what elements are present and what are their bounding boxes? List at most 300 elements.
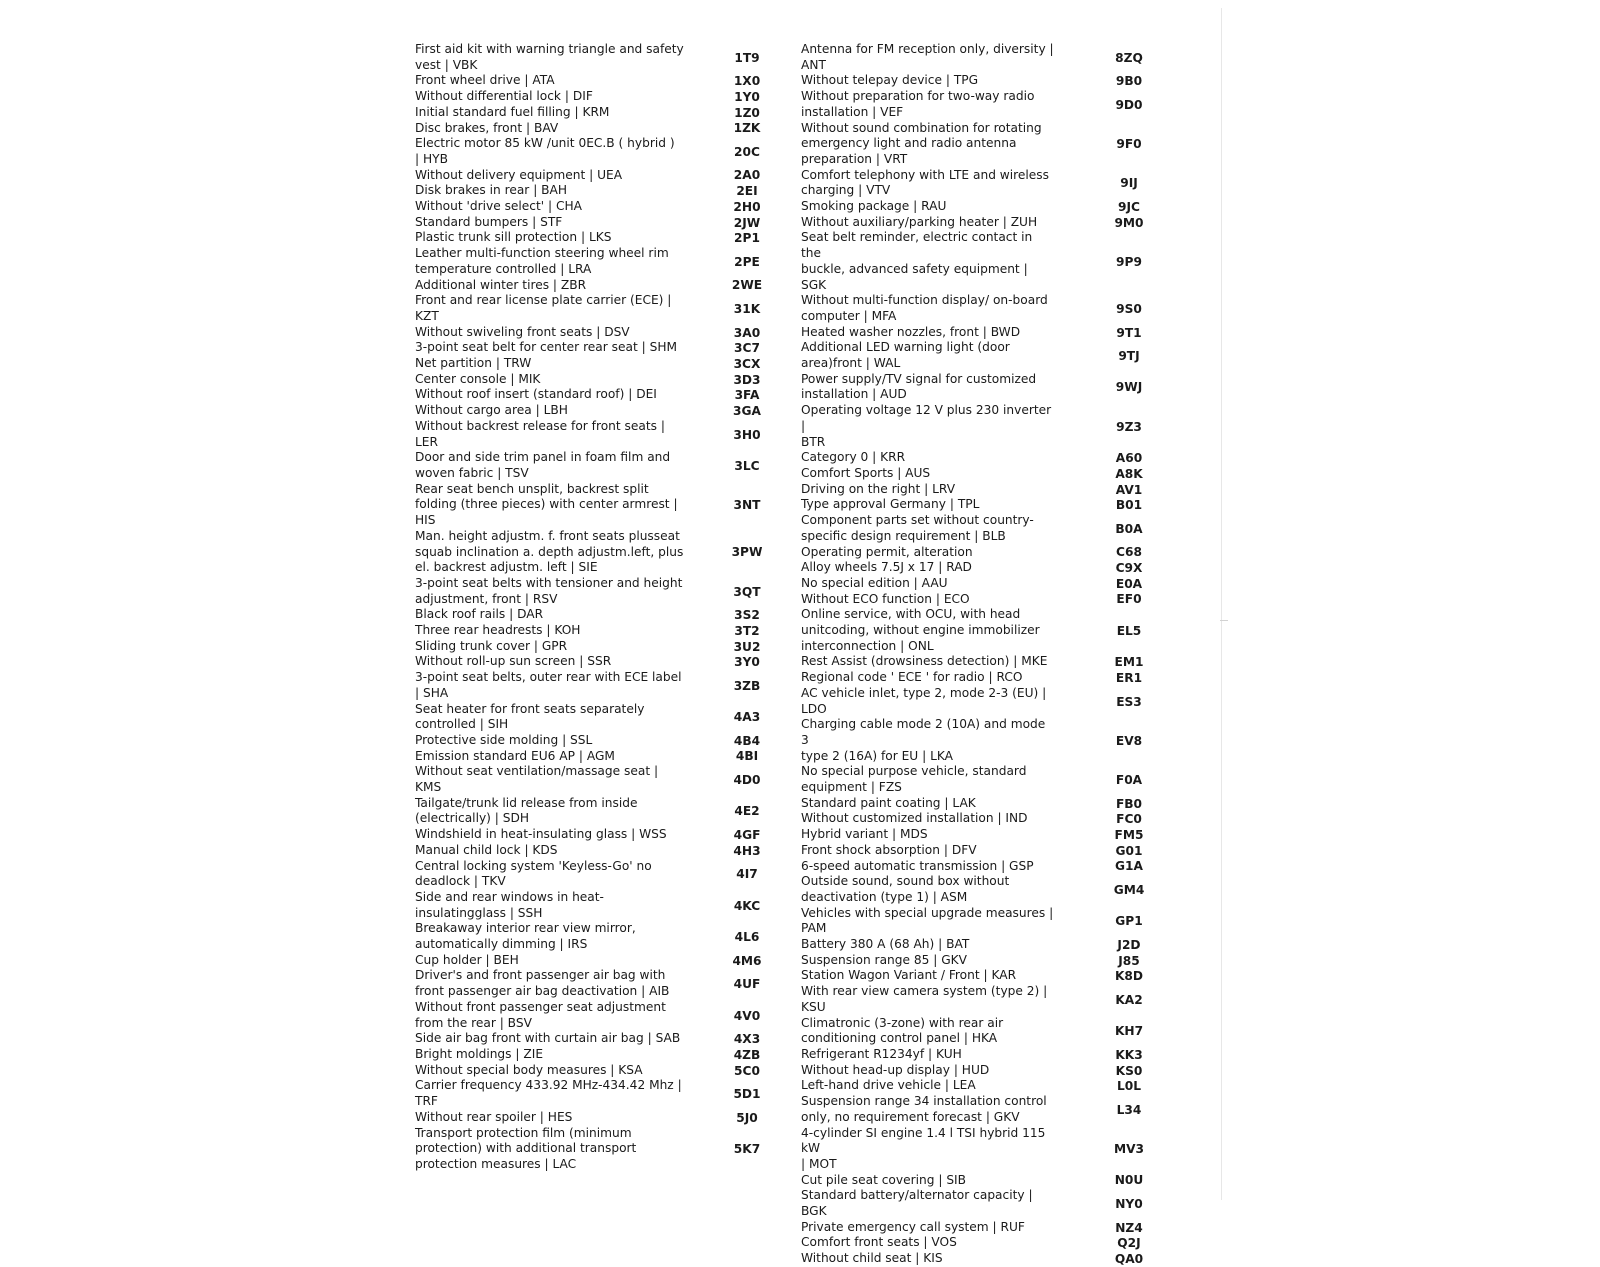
equipment-row <box>415 1047 785 1063</box>
equipment-row <box>801 827 1173 843</box>
equipment-row <box>415 843 785 859</box>
equipment-code: 31K <box>733 301 761 316</box>
equipment-code: 1X0 <box>733 74 761 89</box>
equipment-description: Electric motor 85 kW /unit 0EC.B ( hybrid ) | HYB <box>415 136 675 166</box>
equipment-row <box>415 968 785 999</box>
equipment-row <box>801 215 1173 231</box>
equipment-description: Transport protection film (minimum protection) with additional transport protection measures | LAC <box>415 1125 637 1171</box>
equipment-description: With rear view camera system (type 2) | KSU <box>801 984 1048 1014</box>
equipment-code: ES3 <box>1116 694 1142 709</box>
equipment-description: 4-cylinder SI engine 1.4 l TSI hybrid 115 kW | MOT <box>801 1125 1046 1171</box>
equipment-code: 5D1 <box>733 1087 761 1102</box>
equipment-description: Black roof rails | DAR <box>415 607 544 622</box>
equipment-row <box>415 529 785 576</box>
equipment-code: 1Z0 <box>734 105 760 120</box>
equipment-description: Standard paint coating | LAK <box>801 795 976 810</box>
equipment-description: Leather multi-function steering wheel rim temperature controlled | LRA <box>415 246 669 276</box>
equipment-row <box>415 953 785 969</box>
equipment-row <box>415 199 785 215</box>
equipment-description: Standard battery/alternator capacity | BGK <box>801 1188 1033 1219</box>
equipment-description: Tailgate/trunk lid release from inside (electrically) | SDH <box>415 795 638 826</box>
equipment-description: Side air bag front with curtain air bag | SAB <box>415 1031 681 1046</box>
equipment-code: B01 <box>1115 498 1143 513</box>
equipment-code: 9M0 <box>1114 215 1144 230</box>
equipment-description: Cut pile seat covering | SIB <box>801 1172 967 1187</box>
equipment-description: Comfort Sports | AUS <box>801 465 931 480</box>
equipment-row <box>415 702 785 733</box>
equipment-description: Power supply/TV signal for customized installation | AUD <box>801 371 1037 402</box>
equipment-row <box>801 450 1173 466</box>
equipment-row <box>801 1094 1173 1125</box>
equipment-description: Smoking package | RAU <box>801 199 947 214</box>
equipment-row <box>415 246 785 277</box>
equipment-code: 4UF <box>733 977 761 992</box>
equipment-code: 4B4 <box>733 733 761 748</box>
equipment-row <box>415 482 785 529</box>
equipment-code: 2PE <box>734 254 760 269</box>
equipment-description: Operating permit, alteration <box>801 544 973 559</box>
equipment-row <box>415 121 785 137</box>
equipment-code: 9T1 <box>1116 325 1142 340</box>
equipment-code: 5K7 <box>733 1142 761 1157</box>
equipment-description: First aid kit with warning triangle and safety vest | VBK <box>415 42 684 72</box>
equipment-row <box>801 686 1173 717</box>
equipment-code: L0L <box>1116 1079 1141 1094</box>
equipment-row <box>801 325 1173 341</box>
equipment-code: B0A <box>1115 521 1143 536</box>
equipment-code: 4A3 <box>733 710 761 725</box>
equipment-code: K8D <box>1114 969 1144 984</box>
equipment-description: Without cargo area | LBH <box>415 403 568 418</box>
equipment-description: Front wheel drive | ATA <box>415 73 555 88</box>
equipment-code: QA0 <box>1114 1251 1144 1266</box>
equipment-code: 1Y0 <box>734 89 760 104</box>
equipment-description: Disc brakes, front | BAV <box>415 120 559 135</box>
equipment-description: Station Wagon Variant / Front | KAR <box>801 968 1017 983</box>
equipment-code: 4GF <box>733 828 761 842</box>
equipment-code: 3S2 <box>734 608 760 623</box>
equipment-code: Q2J <box>1117 1236 1141 1251</box>
equipment-description: Door and side trim panel in foam film and woven fabric | TSV <box>415 450 671 480</box>
equipment-description: Without swiveling front seats | DSV <box>415 324 630 339</box>
equipment-code: 4I7 <box>736 867 758 882</box>
equipment-row <box>801 1063 1173 1079</box>
equipment-description: Bright moldings | ZIE <box>415 1047 544 1061</box>
equipment-code: F0A <box>1115 773 1143 788</box>
equipment-row <box>801 576 1173 592</box>
equipment-row <box>415 293 785 324</box>
equipment-row <box>415 387 785 403</box>
equipment-row <box>801 230 1173 293</box>
equipment-code: G01 <box>1115 843 1143 858</box>
equipment-row <box>801 1078 1173 1094</box>
equipment-code: 3U2 <box>733 639 761 654</box>
equipment-row <box>801 811 1173 827</box>
equipment-description: Climatronic (3-zone) with rear air conditioning control panel | HKA <box>801 1015 1004 1046</box>
equipment-description: Standard bumpers | STF <box>415 214 563 229</box>
right-equipment-column <box>801 42 1173 1267</box>
equipment-code: 9Z3 <box>1116 419 1142 434</box>
equipment-row <box>801 843 1173 859</box>
equipment-code: A8K <box>1115 466 1143 481</box>
equipment-code: 2A0 <box>733 168 761 183</box>
equipment-code: 5J0 <box>736 1110 758 1125</box>
equipment-code: 3QT <box>733 584 761 599</box>
equipment-description: Breakaway interior rear view mirror, automatically dimming | IRS <box>415 921 636 952</box>
equipment-description: Net partition | TRW <box>415 356 532 371</box>
equipment-row <box>415 419 785 450</box>
equipment-row <box>801 340 1173 371</box>
equipment-code: 3H0 <box>733 427 761 442</box>
equipment-code: 4KC <box>733 898 761 913</box>
equipment-description: Without preparation for two-way radio installation | VEF <box>801 89 1035 119</box>
equipment-description: Front and rear license plate carrier (ECE) | KZT <box>415 293 672 323</box>
equipment-code: 9D0 <box>1115 97 1143 112</box>
equipment-description: Component parts set without country- specific design requirement | BLB <box>801 513 1034 543</box>
equipment-row <box>801 168 1173 199</box>
equipment-description: Without 'drive select' | CHA <box>415 199 583 214</box>
equipment-row <box>415 1031 785 1047</box>
equipment-row <box>801 937 1173 953</box>
equipment-description: Category 0 | KRR <box>801 450 906 465</box>
equipment-row <box>801 592 1173 608</box>
equipment-description: Rear seat bench unsplit, backrest split folding (three pieces) with center armrest | HIS <box>415 481 678 528</box>
equipment-row <box>415 136 785 167</box>
equipment-code: 4V0 <box>733 1008 761 1023</box>
equipment-description: Carrier frequency 433.92 MHz-434.42 Mhz | TRF <box>415 1078 682 1109</box>
equipment-row <box>415 325 785 341</box>
equipment-code: 3GA <box>733 404 761 419</box>
equipment-description: Without backrest release for front seats | LER <box>415 418 665 449</box>
equipment-row <box>415 278 785 294</box>
equipment-description: Without roll-up sun screen | SSR <box>415 654 612 669</box>
equipment-row <box>415 73 785 89</box>
equipment-code: 1ZK <box>733 121 761 136</box>
equipment-description: Without auxiliary/parking heater | ZUH <box>801 214 1038 229</box>
equipment-row <box>415 670 785 701</box>
equipment-description: Without ECO function | ECO <box>801 591 970 606</box>
equipment-description: Regional code ' ECE ' for radio | RCO <box>801 670 1023 685</box>
equipment-code: NZ4 <box>1115 1220 1143 1235</box>
equipment-code: FB0 <box>1115 796 1143 811</box>
equipment-description: Initial standard fuel filling | KRM <box>415 104 610 119</box>
equipment-description: Seat heater for front seats separately controlled | SIH <box>415 701 645 732</box>
equipment-code: KS0 <box>1115 1063 1143 1078</box>
equipment-code: 2JW <box>733 215 761 230</box>
equipment-code: MV3 <box>1113 1142 1145 1157</box>
equipment-code: EV8 <box>1115 733 1143 748</box>
equipment-row <box>415 183 785 199</box>
equipment-code: 4BI <box>735 749 759 764</box>
equipment-description: Without customized installation | IND <box>801 811 1028 826</box>
equipment-code: NY0 <box>1115 1197 1143 1212</box>
equipment-row <box>801 513 1173 544</box>
equipment-row <box>415 1110 785 1126</box>
equipment-code: 20C <box>734 144 760 159</box>
equipment-description: Sliding trunk cover | GPR <box>415 638 568 653</box>
equipment-row <box>801 482 1173 498</box>
equipment-code: 4H3 <box>733 843 761 858</box>
equipment-row <box>415 1078 785 1109</box>
equipment-row <box>801 859 1173 875</box>
equipment-code: L34 <box>1116 1102 1142 1117</box>
equipment-code: 9S0 <box>1116 301 1142 316</box>
equipment-description: Side and rear windows in heat- insulatingglass | SSH <box>415 889 604 920</box>
equipment-description: 3-point seat belt for center rear seat | SHM <box>415 340 678 355</box>
equipment-row <box>801 403 1173 450</box>
equipment-row <box>415 215 785 231</box>
equipment-description: Without multi-function display/ on-board computer | MFA <box>801 293 1048 323</box>
equipment-row <box>801 1235 1173 1251</box>
equipment-code: AV1 <box>1115 482 1143 497</box>
equipment-description: Type approval Germany | TPL <box>801 497 980 512</box>
equipment-row <box>801 984 1173 1015</box>
equipment-row <box>801 607 1173 654</box>
equipment-description: Without seat ventilation/massage seat | KMS <box>415 764 659 795</box>
equipment-description: Vehicles with special upgrade measures | PAM <box>801 905 1054 936</box>
equipment-row <box>801 764 1173 795</box>
equipment-description: Driver's and front passenger air bag with front passenger air bag deactivation | AIB <box>415 968 670 999</box>
equipment-description: 3-point seat belts with tensioner and height adjustment, front | RSV <box>415 575 683 606</box>
equipment-code: 3Y0 <box>734 655 760 670</box>
equipment-code: 4M6 <box>732 953 762 968</box>
equipment-row <box>415 450 785 481</box>
equipment-code: 4E2 <box>734 804 760 819</box>
equipment-row <box>415 356 785 372</box>
equipment-row <box>415 827 785 843</box>
equipment-description: Man. height adjustm. f. front seats plusseat squab inclination a. depth adjustm.left, plus el. backrest adjustm. left | SIE <box>415 528 684 575</box>
equipment-description: Without delivery equipment | UEA <box>415 167 623 182</box>
equipment-code: 4L6 <box>734 930 760 945</box>
equipment-row <box>415 607 785 623</box>
equipment-description: Windshield in heat-insulating glass | WSS <box>415 827 667 842</box>
equipment-code: 3T2 <box>734 623 760 638</box>
equipment-code: E0A <box>1115 576 1143 591</box>
equipment-description: Left-hand drive vehicle | LEA <box>801 1078 976 1093</box>
equipment-description: Without sound combination for rotating emergency light and radio antenna preparation | VRT <box>801 120 1042 166</box>
equipment-code: 3NT <box>733 498 761 513</box>
equipment-description: Without child seat | KIS <box>801 1251 943 1266</box>
equipment-description: No special purpose vehicle, standard equipment | FZS <box>801 764 1027 795</box>
equipment-code: A60 <box>1115 451 1143 466</box>
equipment-row <box>415 403 785 419</box>
equipment-description: Suspension range 34 installation control only, no requirement forecast | GKV <box>801 1094 1047 1124</box>
equipment-code: EL5 <box>1116 623 1142 638</box>
equipment-description: Emission standard EU6 AP | AGM <box>415 748 615 763</box>
equipment-row <box>415 1000 785 1031</box>
equipment-row <box>415 340 785 356</box>
equipment-description: 3-point seat belts, outer rear with ECE label | SHA <box>415 670 682 700</box>
equipment-description: Hybrid variant | MDS <box>801 827 928 842</box>
equipment-code: 9F0 <box>1116 137 1142 152</box>
equipment-code: J85 <box>1118 953 1140 968</box>
equipment-code: ER1 <box>1115 670 1143 685</box>
equipment-code: KK3 <box>1115 1047 1143 1062</box>
equipment-description: Comfort front seats | VOS <box>801 1235 957 1250</box>
equipment-description: Heated washer nozzles, front | BWD <box>801 324 1021 339</box>
equipment-description: Protective side molding | SSL <box>415 732 593 747</box>
equipment-description: Suspension range 85 | GKV <box>801 952 968 967</box>
equipment-row <box>801 1016 1173 1047</box>
equipment-row <box>801 906 1173 937</box>
left-equipment-column <box>415 42 785 1173</box>
equipment-row <box>801 199 1173 215</box>
equipment-row <box>801 42 1173 73</box>
equipment-description: Three rear headrests | KOH <box>415 623 581 638</box>
equipment-row <box>801 1188 1173 1219</box>
equipment-row <box>801 545 1173 561</box>
equipment-row <box>415 1126 785 1173</box>
equipment-row <box>801 874 1173 905</box>
equipment-code: GM4 <box>1113 882 1145 897</box>
equipment-description: 6-speed automatic transmission | GSP <box>801 858 1034 873</box>
equipment-row <box>415 576 785 607</box>
equipment-description: AC vehicle inlet, type 2, mode 2-3 (EU) | LDO <box>801 685 1047 716</box>
equipment-code: J2D <box>1117 937 1141 952</box>
equipment-description: Without front passenger seat adjustment from the rear | BSV <box>415 999 666 1030</box>
equipment-description: Outside sound, sound box without deactivation (type 1) | ASM <box>801 874 1010 904</box>
equipment-description: Manual child lock | KDS <box>415 842 558 857</box>
equipment-row <box>415 168 785 184</box>
equipment-description: Cup holder | BEH <box>415 952 519 967</box>
equipment-code: 5C0 <box>734 1063 760 1078</box>
equipment-row <box>415 1063 785 1079</box>
equipment-description: Without head-up display | HUD <box>801 1062 990 1077</box>
equipment-code: 2P1 <box>734 231 760 246</box>
equipment-row <box>415 749 785 765</box>
equipment-description: Refrigerant R1234yf | KUH <box>801 1047 962 1061</box>
equipment-description: Additional winter tires | ZBR <box>415 277 587 292</box>
equipment-code: N0U <box>1114 1173 1144 1188</box>
equipment-code: 3ZB <box>733 678 761 693</box>
equipment-row <box>801 953 1173 969</box>
equipment-row <box>415 105 785 121</box>
equipment-code: 3LC <box>734 458 760 473</box>
equipment-row <box>801 1047 1173 1063</box>
equipment-row <box>415 372 785 388</box>
equipment-description: Alloy wheels 7.5J x 17 | RAD <box>801 560 972 575</box>
equipment-description: Without roof insert (standard roof) | DEI <box>415 387 657 402</box>
equipment-row <box>801 1126 1173 1173</box>
equipment-description: Private emergency call system | RUF <box>801 1219 1025 1234</box>
equipment-code: KA2 <box>1115 992 1143 1007</box>
equipment-code: C9X <box>1115 561 1143 576</box>
equipment-code: 2EI <box>736 184 758 199</box>
equipment-row <box>801 372 1173 403</box>
equipment-code: 4X3 <box>733 1032 761 1047</box>
equipment-description: Without differential lock | DIF <box>415 89 593 104</box>
equipment-row <box>801 497 1173 513</box>
equipment-code: 1T9 <box>734 50 760 65</box>
equipment-description: Charging cable mode 2 (10A) and mode 3 type 2 (16A) for EU | LKA <box>801 717 1046 763</box>
equipment-description: Disk brakes in rear | BAH <box>415 183 568 198</box>
equipment-row <box>801 121 1173 168</box>
equipment-row <box>801 654 1173 670</box>
equipment-row <box>801 1173 1173 1189</box>
equipment-description: Rest Assist (drowsiness detection) | MKE <box>801 654 1048 669</box>
equipment-row <box>415 42 785 73</box>
equipment-code: EF0 <box>1116 592 1142 607</box>
equipment-description: No special edition | AAU <box>801 575 948 590</box>
equipment-description: Comfort telephony with LTE and wireless charging | VTV <box>801 167 1049 198</box>
page-edge-line <box>1221 8 1222 1200</box>
equipment-code: 4D0 <box>733 773 761 788</box>
equipment-description: Operating voltage 12 V plus 230 inverter | BTR <box>801 403 1052 449</box>
equipment-description: Antenna for FM reception only, diversity | ANT <box>801 42 1054 72</box>
equipment-code: 3PW <box>731 545 763 560</box>
equipment-code: 9B0 <box>1115 74 1143 89</box>
equipment-description: Front shock absorption | DFV <box>801 842 977 857</box>
equipment-code: FC0 <box>1116 812 1142 827</box>
equipment-code: 9P9 <box>1116 254 1142 269</box>
equipment-row <box>801 560 1173 576</box>
equipment-code: 2H0 <box>733 199 761 214</box>
equipment-row <box>801 1251 1173 1267</box>
equipment-row <box>415 921 785 952</box>
equipment-row <box>415 89 785 105</box>
equipment-code: 9JC <box>1118 199 1140 214</box>
equipment-description: Additional LED warning light (door area)front | WAL <box>801 340 1010 371</box>
equipment-row <box>801 293 1173 324</box>
equipment-code: 3A0 <box>733 325 761 340</box>
equipment-description: Without special body measures | KSA <box>415 1062 643 1077</box>
equipment-code: KH7 <box>1114 1024 1144 1039</box>
equipment-row <box>801 1220 1173 1236</box>
equipment-row <box>415 230 785 246</box>
equipment-description: Seat belt reminder, electric contact in the buckle, advanced safety equipment | SGK <box>801 230 1033 292</box>
equipment-row <box>801 968 1173 984</box>
equipment-code: 3CX <box>733 356 761 371</box>
equipment-row <box>801 466 1173 482</box>
equipment-row <box>415 764 785 795</box>
equipment-code: 4ZB <box>733 1047 761 1062</box>
equipment-description: Central locking system 'Keyless-Go' no deadlock | TKV <box>415 858 652 889</box>
equipment-code: 9TJ <box>1118 349 1140 364</box>
equipment-row <box>415 639 785 655</box>
equipment-row <box>415 623 785 639</box>
equipment-code: 2WE <box>731 278 763 293</box>
equipment-description: Without telepay device | TPG <box>801 73 979 88</box>
equipment-code: 9WJ <box>1115 380 1143 395</box>
equipment-row <box>801 670 1173 686</box>
equipment-row <box>801 796 1173 812</box>
equipment-row <box>415 890 785 921</box>
equipment-row <box>415 859 785 890</box>
equipment-row <box>415 796 785 827</box>
equipment-code: 3D3 <box>733 372 761 387</box>
equipment-code: C68 <box>1116 545 1142 560</box>
equipment-code: FM5 <box>1114 828 1144 842</box>
equipment-code: 3C7 <box>734 341 760 356</box>
page-edge-mark <box>1220 620 1228 621</box>
equipment-code: G1A <box>1115 859 1143 874</box>
equipment-row <box>801 89 1173 120</box>
equipment-row <box>801 73 1173 89</box>
equipment-code: 3FA <box>734 388 760 403</box>
equipment-row <box>801 717 1173 764</box>
equipment-description: Driving on the right | LRV <box>801 481 956 496</box>
equipment-code: 9IJ <box>1120 176 1138 191</box>
equipment-description: Online service, with OCU, with head unitcoding, without engine immobilizer interconnection | ONL <box>801 607 1040 653</box>
equipment-code: GP1 <box>1115 914 1143 929</box>
equipment-description: Battery 380 A (68 Ah) | BAT <box>801 937 970 952</box>
equipment-code: 8ZQ <box>1115 50 1143 65</box>
equipment-row <box>415 654 785 670</box>
equipment-description: Center console | MIK <box>415 371 541 386</box>
equipment-description: Plastic trunk sill protection | LKS <box>415 230 612 245</box>
equipment-row <box>415 733 785 749</box>
equipment-code: EM1 <box>1114 655 1144 670</box>
